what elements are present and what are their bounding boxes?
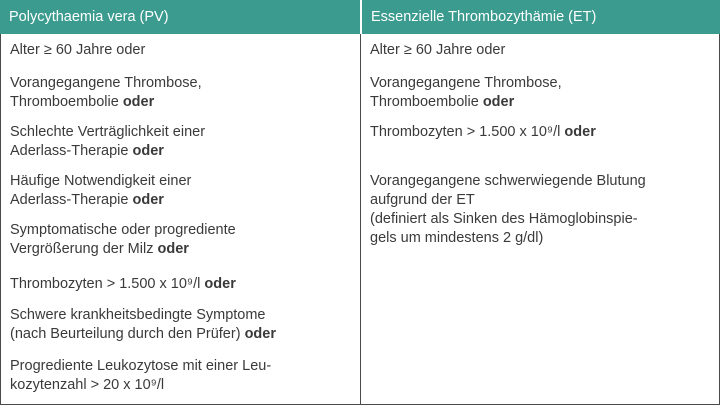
et-row-text: Vorangegangene schwerwiegende Blutung aufgrund der ET (definiert als Sinken des Hämoglobinspie- gels um mindestens 2 g/dl): [370, 173, 646, 246]
pv-criterion-leukocytosis: [0, 350, 361, 405]
pv-row-conjunction: oder: [132, 143, 164, 159]
pv-row-text: Symptomatische oder progrediente Vergrößerung der Milz: [10, 222, 236, 257]
pv-row-conjunction: oder: [157, 241, 189, 257]
et-criterion-thrombosis: [360, 67, 720, 117]
et-criterion-bleeding: [360, 165, 720, 405]
et-row-text: Alter ≥ 60 Jahre oder: [370, 42, 506, 58]
pv-row-text: Vorangegangene Thrombose, Thromboembolie: [10, 75, 202, 110]
pv-criterion-thrombosis: [0, 67, 361, 117]
pv-row-text: Schwere krankheitsbedingte Symptome (nach Beurteilung durch den Prüfer): [10, 307, 266, 342]
et-criterion-age: [360, 34, 720, 68]
pv-criterion-splenomegaly: [0, 214, 361, 269]
pv-criterion-platelets: [0, 268, 361, 300]
pv-row-conjunction: oder: [204, 276, 236, 292]
pv-row-text: Thrombozyten > 1.500 x 10⁹/l: [10, 276, 205, 292]
pv-row-conjunction: oder: [244, 326, 276, 342]
pv-criterion-phlebotomy-frequency: [0, 165, 361, 215]
header-pv: Polycythaemia vera (PV): [0, 0, 360, 34]
pv-row-text: Schlechte Verträglichkeit einer Aderlass-Therapie: [10, 124, 206, 159]
pv-criterion-symptoms: [0, 299, 361, 351]
pv-row-conjunction: oder: [122, 94, 155, 110]
et-row-text: Vorangegangene Thrombose, Thromboembolie: [370, 75, 562, 110]
et-row-conjunction: oder: [482, 94, 515, 110]
et-row-text: Thrombozyten > 1.500 x 10⁹/l: [370, 124, 565, 140]
pv-row-text: Alter ≥ 60 Jahre oder: [10, 42, 146, 58]
et-criterion-platelets: [360, 116, 720, 166]
pv-row-text: Progrediente Leukozytose mit einer Leu- kozytenzahl > 20 x 10⁹/l: [10, 358, 272, 393]
header-et: Essenzielle Thrombozythämie (ET): [361, 0, 720, 34]
pv-criterion-age: [0, 34, 361, 68]
pv-criterion-phlebotomy-intolerance: [0, 116, 361, 166]
pv-row-conjunction: oder: [132, 192, 164, 208]
pv-row-text: Häufige Notwendigkeit einer Aderlass-Therapie: [10, 173, 192, 208]
et-row-conjunction: oder: [564, 124, 596, 140]
